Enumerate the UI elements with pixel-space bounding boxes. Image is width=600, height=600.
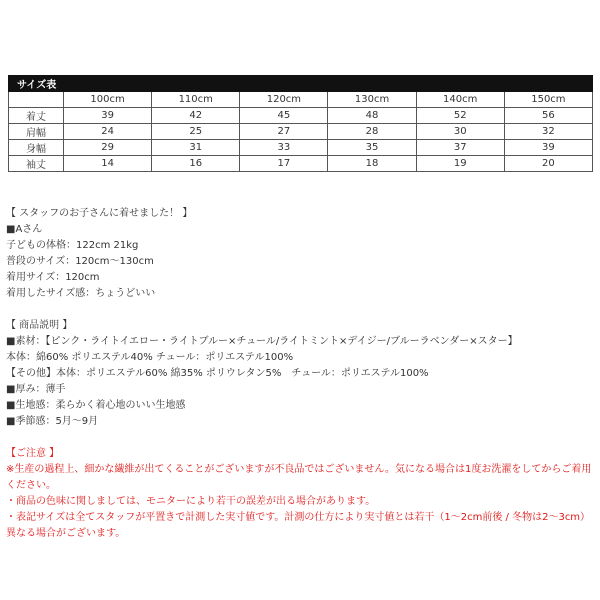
staff-fit: 着用したサイズ感：ちょうどいい [6, 288, 156, 299]
table-cell: 35 [328, 140, 416, 156]
size-column-header: 150cm [504, 92, 592, 108]
staff-heading: 【 スタッフのお子さんに着せました！ 】 [6, 208, 193, 219]
table-cell: 56 [504, 108, 592, 124]
product-section [6, 318, 596, 430]
table-cell: 48 [328, 108, 416, 124]
size-column-header: 110cm [152, 92, 240, 108]
table-cell: 29 [64, 140, 152, 156]
table-row [9, 108, 593, 124]
spacer [6, 430, 596, 446]
staff-name: ■Aさん [6, 224, 43, 235]
table-cell: 37 [416, 140, 504, 156]
staff-body: 子どもの体格：122cm 21kg [6, 240, 139, 251]
row-label: 着丈 [9, 108, 64, 124]
product-other-material: 【その他】本体：ポリエステル60% 綿35% ポリウレタン5% チュール：ポリエステル100% [6, 368, 429, 379]
table-cell: 30 [416, 124, 504, 140]
table-cell: 42 [152, 108, 240, 124]
table-cell: 45 [240, 108, 328, 124]
row-label: 袖丈 [9, 156, 64, 172]
table-cell: 52 [416, 108, 504, 124]
size-column-header: 120cm [240, 92, 328, 108]
product-body-material: 本体：綿60% ポリエステル40% チュール：ポリエステル100% [6, 352, 294, 363]
size-column-header: 140cm [416, 92, 504, 108]
size-table-corner [9, 92, 64, 108]
table-cell: 18 [328, 156, 416, 172]
table-cell: 28 [328, 124, 416, 140]
table-row [9, 124, 593, 140]
product-texture: ■生地感：柔らかく着心地のいい生地感 [6, 400, 186, 411]
size-column-header: 100cm [64, 92, 152, 108]
table-cell: 17 [240, 156, 328, 172]
table-cell: 16 [152, 156, 240, 172]
size-table-title: サイズ表 [9, 76, 593, 92]
table-cell: 27 [240, 124, 328, 140]
table-cell: 33 [240, 140, 328, 156]
table-cell: 39 [64, 108, 152, 124]
staff-worn-size: 着用サイズ：120cm [6, 272, 100, 283]
spacer [6, 302, 596, 318]
row-label: 肩幅 [9, 124, 64, 140]
product-material: ■素材：【ピンク・ライトイエロー・ライトブルー×チュール/ライトミント×デイジー/ブルーラベンダー×スター】 [6, 336, 518, 347]
table-cell: 20 [504, 156, 592, 172]
notice-section [6, 446, 596, 542]
table-cell: 32 [504, 124, 592, 140]
product-description [6, 206, 596, 542]
table-cell: 39 [504, 140, 592, 156]
table-row [9, 140, 593, 156]
notice-line: ・表記サイズは全てスタッフが平置きで計測した実寸値です。計測の仕方により実寸値とは若干（1〜2cm前後 / 冬物は2〜3cm）異なる場合がございます。 [6, 512, 591, 539]
staff-review-section [6, 206, 596, 302]
table-cell: 31 [152, 140, 240, 156]
size-table [8, 75, 593, 172]
row-label: 身幅 [9, 140, 64, 156]
notice-heading: 【ご注意 】 [6, 448, 60, 459]
size-table-header-row [9, 92, 593, 108]
size-column-header: 130cm [328, 92, 416, 108]
table-cell: 14 [64, 156, 152, 172]
product-heading: 【 商品説明 】 [6, 320, 73, 331]
product-season: ■季節感：5月〜9月 [6, 416, 99, 427]
size-table-title-row [9, 76, 593, 92]
table-row [9, 156, 593, 172]
product-thickness: ■厚み：薄手 [6, 384, 66, 395]
table-cell: 25 [152, 124, 240, 140]
notice-line: ・商品の色味に関しましては、モニターにより若干の誤差が出る場合があります。 [6, 496, 376, 507]
table-cell: 24 [64, 124, 152, 140]
table-cell: 19 [416, 156, 504, 172]
staff-usual-size: 普段のサイズ：120cm〜130cm [6, 256, 154, 267]
notice-line: ※生産の過程上、細かな繊維が出てくることがございますが不良品ではございません。気になる場合は1度お洗濯をしてからご着用ください。 [6, 464, 592, 491]
